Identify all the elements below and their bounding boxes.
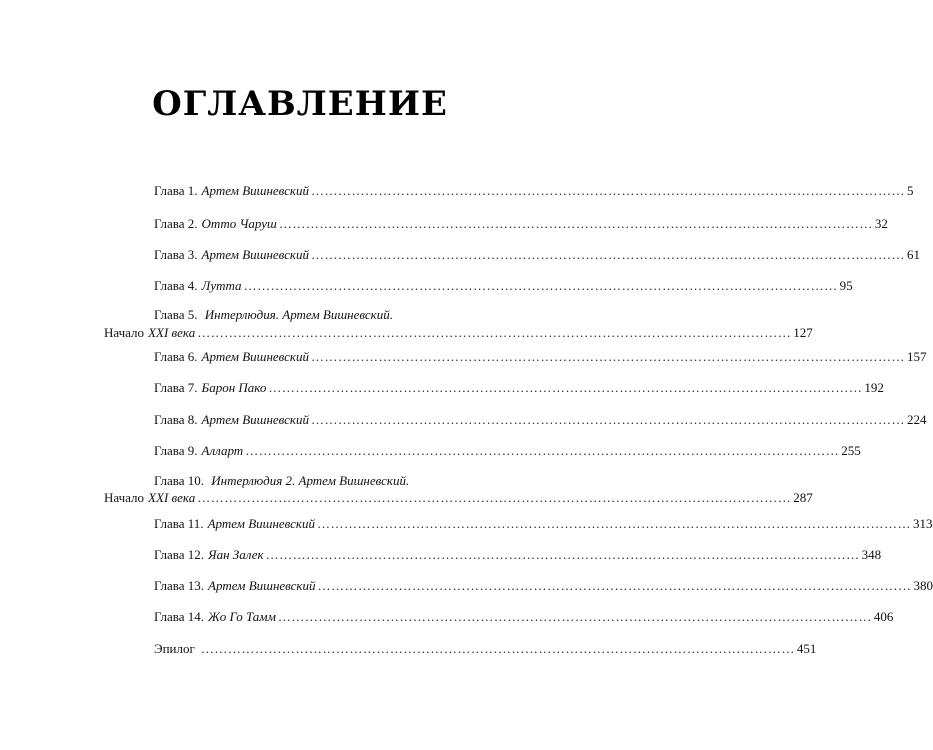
chapter-title: Яан Залек xyxy=(208,547,264,562)
toc-entry-line xyxy=(154,278,853,293)
page-number: 157 xyxy=(907,349,927,364)
chapter-title-continued: XXI века xyxy=(148,490,196,505)
page-number: 192 xyxy=(864,380,884,395)
chapter-title: Барон Пако xyxy=(201,380,267,395)
toc-entry-line xyxy=(154,443,861,458)
chapter-label: Глава 4. xyxy=(154,278,198,293)
page-number: 255 xyxy=(841,443,861,458)
dot-leader: …………………………………………………………………………………………………………………… xyxy=(317,578,912,593)
chapter-label-continued: Начало xyxy=(104,325,145,340)
page-number: 348 xyxy=(861,547,882,562)
toc-entry-line xyxy=(154,473,409,488)
page-number: 287 xyxy=(793,490,813,505)
chapter-title: Артем Вишневский xyxy=(208,578,316,593)
chapter-label: Глава 11. xyxy=(154,516,204,531)
toc-entry-line xyxy=(154,412,927,427)
chapter-label: Глава 6. xyxy=(154,349,198,364)
chapter-title: Артем Вишневский xyxy=(207,516,316,531)
page-number: 127 xyxy=(793,325,813,340)
chapter-title: Артем Вишневский xyxy=(201,183,309,198)
toc-entry-line xyxy=(154,247,920,262)
toc-entry-line xyxy=(154,609,894,624)
dot-leader: …………………………………………………………………………………………………………………… xyxy=(311,349,905,364)
dot-leader: …………………………………………………………………………………………………………………… xyxy=(268,380,863,395)
dot-leader: …………………………………………………………………………………………………………………… xyxy=(265,547,860,562)
toc-entry-line xyxy=(154,307,393,322)
dot-leader: …………………………………………………………………………………………………………………… xyxy=(317,516,912,531)
chapter-title: Жо Го Тамм xyxy=(208,609,276,624)
dot-leader: …………………………………………………………………………………………………………………… xyxy=(245,443,840,458)
dot-leader: …………………………………………………………………………………………………………………… xyxy=(311,412,905,427)
chapter-label: Глава 8. xyxy=(154,412,198,427)
chapter-title: Артем Вишневский xyxy=(201,349,309,364)
chapter-title: Артем Вишневский xyxy=(201,247,309,262)
dot-leader: …………………………………………………………………………………………………………………… xyxy=(278,216,873,231)
toc-entry-line xyxy=(154,216,888,231)
chapter-label: Глава 13. xyxy=(154,578,205,593)
chapter-title: Лутта xyxy=(201,278,242,293)
chapter-title: Интерлюдия. Артем Вишневский. xyxy=(204,307,393,322)
chapter-label: Глава 9. xyxy=(154,443,198,458)
chapter-label: Глава 1. xyxy=(154,183,198,198)
toc-entry-line xyxy=(154,380,884,395)
chapter-title: Алларт xyxy=(201,443,244,458)
toc-entry-line xyxy=(104,490,813,505)
chapter-title: Артем Вишневский xyxy=(201,412,309,427)
dot-leader: …………………………………………………………………………………………………………………… xyxy=(311,247,905,262)
dot-leader: …………………………………………………………………………………………………………………… xyxy=(200,641,795,656)
page-number: 61 xyxy=(907,247,920,262)
dot-leader: …………………………………………………………………………………………………………………… xyxy=(243,278,838,293)
dot-leader: …………………………………………………………………………………………………………………… xyxy=(277,609,872,624)
chapter-label: Глава 2. xyxy=(154,216,198,231)
page-number: 313 xyxy=(913,516,933,531)
toc-entry-line xyxy=(154,183,914,198)
page-number: 224 xyxy=(907,412,927,427)
page-number: 32 xyxy=(874,216,888,231)
chapter-label: Глава 3. xyxy=(154,247,198,262)
page-number: 451 xyxy=(796,641,817,656)
toc-entry-line xyxy=(154,349,927,364)
chapter-label: Глава 12. xyxy=(154,547,205,562)
chapter-label: Глава 10. xyxy=(154,473,205,488)
page-number: 406 xyxy=(873,609,894,624)
dot-leader: …………………………………………………………………………………………………………………… xyxy=(197,490,792,505)
page-number: 95 xyxy=(839,278,853,293)
chapter-title: Отто Чаруш xyxy=(201,216,277,231)
chapter-title-continued: XXI века xyxy=(148,325,196,340)
toc-entry-line xyxy=(154,578,933,593)
chapter-label: Глава 7. xyxy=(154,380,198,395)
page-title: ОГЛАВЛЕНИЕ xyxy=(152,84,448,124)
chapter-label: Глава 14. xyxy=(154,609,205,624)
toc-entry-line xyxy=(104,325,813,340)
chapter-label: Глава 5. xyxy=(154,307,198,322)
chapter-label: Эпилог xyxy=(154,641,195,656)
page-number: 5 xyxy=(907,183,914,198)
toc-entry-line xyxy=(154,516,933,531)
chapter-title: Интерлюдия 2. Артем Вишневский. xyxy=(211,473,410,488)
page-number: 380 xyxy=(913,578,933,593)
dot-leader: …………………………………………………………………………………………………………………… xyxy=(197,325,792,340)
toc-entry-line xyxy=(154,547,882,562)
chapter-label-continued: Начало xyxy=(104,490,145,505)
dot-leader: …………………………………………………………………………………………………………………… xyxy=(311,183,905,198)
toc-entry-line xyxy=(154,641,817,656)
